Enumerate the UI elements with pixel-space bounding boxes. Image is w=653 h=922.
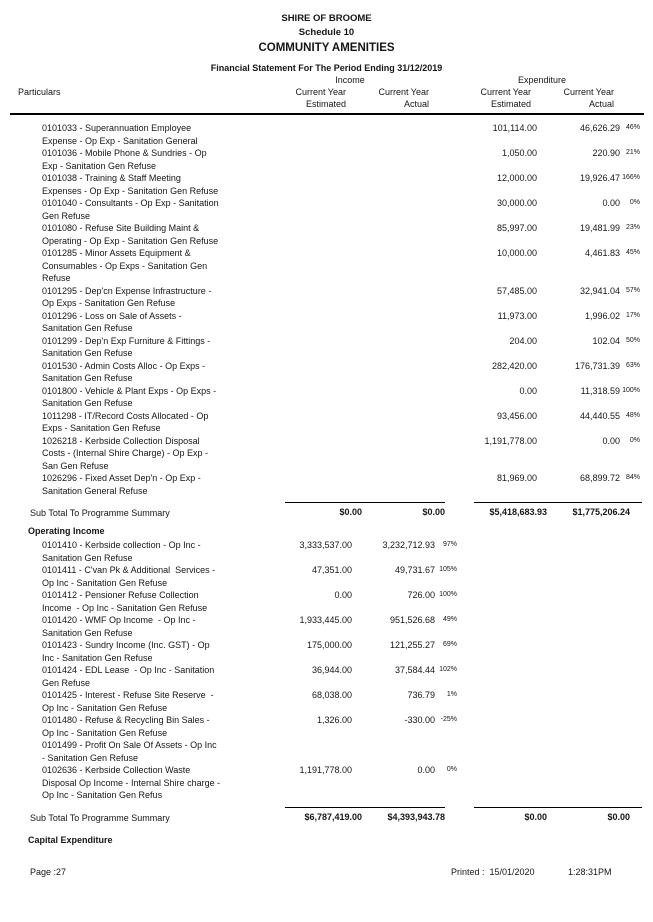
current-year-label: Current Year [480, 87, 531, 97]
actual-label: Actual [588, 99, 614, 109]
subtotal-spacer [445, 502, 474, 519]
cell-income-actual [352, 197, 435, 222]
cell-income-actual [352, 472, 435, 497]
cell-expenditure-actual [537, 714, 620, 739]
cell-income-estimated: 36,944.00 [311, 665, 352, 675]
account-label-line: Gen Refuse [42, 210, 91, 221]
table-row [10, 122, 653, 147]
cell-expenditure-percent: 21% [625, 149, 640, 156]
cell-income-actual [352, 122, 435, 147]
cell-income-estimated [265, 739, 352, 764]
row-account-label [10, 310, 265, 335]
account-label-line: 0102636 - Kerbside Collection Waste [42, 765, 191, 775]
row-account-label [10, 360, 265, 385]
account-label-line: 1011298 - IT/Record Costs Allocated - Op [42, 410, 209, 421]
account-label-line: 0101423 - Sundry Income (Inc. GST) - Op [42, 640, 210, 650]
cell-income-percent [435, 435, 464, 473]
cell-income-percent: 69% [442, 641, 457, 648]
column-group-row [10, 74, 653, 86]
programme-title: COMMUNITY AMENITIES [258, 42, 395, 54]
account-label-line: 0101420 - WMF Op Income - Op Inc - [42, 615, 196, 625]
cell-income-actual [352, 222, 435, 247]
account-label-line: Exps - Sanitation Gen Refuse [42, 423, 161, 433]
cell-income-estimated [265, 472, 352, 497]
cell-income-estimated: 1,326.00 [316, 715, 352, 725]
cell-income-percent: 102% [439, 666, 457, 673]
cell-expenditure-percent: 23% [625, 224, 640, 231]
table-row [10, 689, 653, 714]
account-label-line: Refuse [42, 273, 71, 283]
cell-expenditure-percent: 50% [625, 336, 640, 344]
column-header-row [10, 86, 653, 110]
printed-time: 1:28:31PM [568, 867, 612, 877]
table-row [10, 589, 653, 614]
cell-income-estimated: 1,933,445.00 [299, 615, 352, 625]
cell-expenditure-actual: 19,926.47 [579, 173, 620, 183]
current-year-label: Current Year [378, 87, 429, 97]
account-label-line: - Sanitation Gen Refuse [42, 752, 139, 763]
row-account-label [10, 335, 265, 360]
account-label-line: Sanitation Gen Refuse [42, 398, 133, 408]
estimated-label: Estimated [305, 99, 346, 109]
subtotal-income-estimated: $0.00 [339, 507, 362, 517]
row-account-label [10, 664, 265, 689]
cell-expenditure-actual [537, 614, 620, 639]
cell-expenditure-percent [620, 714, 644, 739]
account-label-line: Op Inc - Sanitation Gen Refus [42, 790, 163, 800]
header-spacer [620, 86, 644, 110]
cell-expenditure-estimated: 282,420.00 [491, 360, 537, 371]
cell-income-percent [435, 472, 464, 497]
cell-income-percent [435, 222, 464, 247]
subtotal-expenditure-actual: $1,775,206.24 [572, 507, 630, 517]
cell-income-estimated [265, 247, 352, 285]
cell-expenditure-actual: 11,318.59 [580, 385, 620, 396]
cell-expenditure-percent: 0% [629, 199, 640, 206]
row-account-label [10, 614, 265, 639]
cell-expenditure-percent [620, 639, 644, 664]
cell-expenditure-actual: 19,481.99 [579, 223, 620, 233]
cell-expenditure-estimated [464, 714, 537, 739]
cell-expenditure-actual [537, 689, 620, 714]
table-row [10, 360, 653, 385]
account-label-line: 0101410 - Kerbside collection - Op Inc - [42, 540, 201, 550]
cell-expenditure-percent [620, 739, 644, 764]
account-label-line: San Gen Refuse [42, 460, 109, 471]
table-row [10, 764, 653, 802]
column-header-particulars: Particulars [18, 87, 61, 97]
cell-expenditure-percent: 84% [625, 474, 640, 481]
cell-income-percent: -25% [440, 716, 457, 723]
cell-expenditure-actual: 220.90 [592, 148, 620, 158]
account-label-line: Sanitation Gen Refuse [42, 373, 133, 383]
table-row [10, 472, 653, 497]
subtotal-income-estimated: $6,787,419.00 [304, 811, 362, 822]
account-label-line: Sanitation Gen Refuse [42, 627, 133, 638]
table-row [10, 172, 653, 197]
account-label-line: 0101295 - Dep'cn Expense Infrastructure - [42, 285, 212, 296]
row-account-label [10, 222, 265, 247]
cell-expenditure-estimated: 30,000.00 [496, 198, 537, 208]
cell-income-percent [435, 285, 464, 310]
subtotal-row [10, 502, 653, 519]
column-header-expenditure-actual [537, 86, 620, 110]
row-account-label [10, 539, 265, 564]
cell-income-actual [352, 435, 435, 473]
row-account-label [10, 197, 265, 222]
cell-expenditure-actual: 32,941.04 [579, 285, 620, 296]
table-row [10, 385, 653, 410]
table-row [10, 285, 653, 310]
row-account-label [10, 739, 265, 764]
row-account-label [10, 172, 265, 197]
account-label-line: Expense - Op Exp - Sanitation General [42, 135, 198, 146]
account-label-line: Income - Op Inc - Sanitation Gen Refuse [42, 602, 208, 613]
subtotal-label: Sub Total To Programme Summary [30, 812, 170, 823]
cell-expenditure-estimated: 1,050.00 [501, 148, 537, 158]
cell-expenditure-actual: 44,440.55 [579, 410, 620, 421]
cell-expenditure-percent [620, 564, 644, 589]
current-year-label: Current Year [563, 87, 614, 97]
cell-income-estimated: 1,191,778.00 [299, 765, 352, 775]
row-account-label [10, 122, 265, 147]
row-account-label [10, 472, 265, 497]
cell-expenditure-estimated [464, 764, 537, 802]
cell-income-actual: 0.00 [417, 765, 435, 775]
cell-expenditure-actual [537, 564, 620, 589]
subtotal-expenditure-group [474, 807, 642, 824]
cell-expenditure-actual [537, 664, 620, 689]
cell-income-percent: 49% [442, 616, 457, 623]
cell-expenditure-actual [537, 739, 620, 764]
account-label-line: Op Exps - Sanitation Gen Refuse [42, 298, 176, 308]
cell-income-estimated: 0.00 [334, 590, 352, 600]
cell-expenditure-percent: 48% [625, 411, 640, 419]
account-label-line: 0101411 - C'van Pk & Additional Services - [42, 565, 216, 575]
cell-income-percent: 97% [442, 541, 457, 548]
subtotal-expenditure-group [474, 502, 642, 519]
cell-expenditure-percent [620, 589, 644, 614]
organisation-title: SHIRE OF BROOME [281, 13, 372, 24]
cell-income-estimated [265, 335, 352, 360]
cell-expenditure-estimated: 85,997.00 [496, 223, 537, 233]
cell-expenditure-percent: 46% [625, 124, 640, 131]
subtotal-spacer [445, 807, 474, 824]
table-row [10, 310, 653, 335]
cell-income-percent [435, 385, 464, 410]
column-header-income-estimated [265, 86, 352, 110]
cell-expenditure-estimated [464, 664, 537, 689]
cell-expenditure-estimated: 204.00 [509, 335, 537, 346]
cell-expenditure-estimated: 81,969.00 [496, 473, 537, 483]
cell-expenditure-percent: 63% [625, 361, 640, 369]
cell-income-estimated [265, 122, 352, 147]
subtotal-expenditure-estimated: $5,418,683.93 [489, 507, 547, 517]
cell-income-actual: 3,232,712.93 [382, 540, 435, 550]
cell-expenditure-percent [620, 764, 644, 802]
cell-income-percent: 0% [446, 766, 457, 773]
account-label-line: 0101480 - Refuse & Recycling Bin Sales - [42, 715, 210, 725]
cell-expenditure-percent: 0% [629, 436, 640, 444]
cell-expenditure-actual: 0.00 [602, 435, 620, 446]
cell-expenditure-actual: 102.04 [592, 335, 620, 346]
account-label-line: 0101499 - Profit On Sale Of Assets - Op Inc [42, 740, 217, 750]
cell-income-actual: -330.00 [404, 715, 435, 725]
row-account-label [10, 639, 265, 664]
cell-income-estimated [265, 222, 352, 247]
column-group-expenditure: Expenditure [517, 75, 567, 85]
cell-income-estimated [265, 385, 352, 410]
account-label-line: Op Inc - Sanitation Gen Refuse [42, 577, 168, 588]
table-row [10, 247, 653, 285]
group-spacer [435, 74, 464, 86]
cell-expenditure-estimated: 0.00 [519, 385, 537, 396]
cell-expenditure-actual [537, 764, 620, 802]
account-label-line: Disposal Op Income - Internal Shire charge - [42, 777, 221, 788]
account-label-line: 1026296 - Fixed Asset Dep'n - Op Exp - [42, 473, 201, 483]
cell-expenditure-estimated [464, 689, 537, 714]
table-row [10, 410, 653, 435]
table-row [10, 197, 653, 222]
account-label-line: 0101285 - Minor Assets Equipment & [42, 248, 191, 258]
account-label-line: 0101299 - Dep'n Exp Furniture & Fittings - [42, 335, 211, 346]
table-body [0, 122, 653, 846]
estimated-label: Estimated [490, 99, 531, 109]
cell-expenditure-actual [537, 639, 620, 664]
cell-expenditure-percent [620, 539, 644, 564]
cell-income-estimated: 68,038.00 [311, 690, 352, 700]
cell-expenditure-estimated [464, 539, 537, 564]
table-row [10, 147, 653, 172]
cell-income-actual [352, 739, 435, 764]
table-row [10, 539, 653, 564]
cell-expenditure-estimated [464, 589, 537, 614]
row-account-label [10, 764, 265, 802]
account-label-line: 0101033 - Superannuation Employee [42, 123, 192, 133]
cell-income-actual: 726.00 [407, 590, 435, 600]
row-account-label [10, 147, 265, 172]
subtotal-income-actual: $4,393,943.78 [387, 811, 445, 822]
account-label-line: 0101036 - Mobile Phone & Sundries - Op [42, 148, 207, 158]
cell-expenditure-actual: 68,899.72 [579, 473, 620, 483]
table-row [10, 639, 653, 664]
account-label-line: 0101038 - Training & Staff Meeting [42, 173, 181, 183]
group-spacer [10, 74, 265, 86]
cell-expenditure-estimated [464, 639, 537, 664]
document-header [0, 0, 653, 74]
statement-subtitle: Financial Statement For The Period Ending 31/12/2019 [210, 63, 443, 73]
header-spacer [435, 86, 464, 110]
row-account-label [10, 689, 265, 714]
cell-expenditure-percent: 17% [625, 311, 640, 319]
cell-income-actual: 121,255.27 [389, 640, 435, 650]
page-number: Page :27 [30, 867, 67, 877]
cell-income-estimated [265, 310, 352, 335]
row-account-label [10, 589, 265, 614]
account-label-line: Costs - (Internal Shire Charge) - Op Exp - [42, 448, 209, 458]
cell-expenditure-percent [620, 614, 644, 639]
cell-expenditure-percent: 166% [622, 174, 640, 181]
table-row [10, 435, 653, 473]
cell-income-estimated: 175,000.00 [306, 640, 352, 650]
cell-income-actual: 736.79 [407, 690, 435, 700]
account-label-line: 0101296 - Loss on Sale of Assets - [42, 310, 182, 321]
section-header: Capital Expenditure [28, 834, 113, 845]
cell-expenditure-estimated: 11,973.00 [497, 310, 537, 321]
cell-expenditure-percent: 57% [625, 286, 640, 294]
cell-income-actual [352, 310, 435, 335]
cell-income-percent [435, 739, 464, 764]
table-row [10, 564, 653, 589]
account-label-line: 0101800 - Vehicle & Plant Exps - Op Exps - [42, 385, 217, 396]
account-label-line: Sanitation Gen Refuse [42, 552, 133, 563]
cell-expenditure-estimated: 57,485.00 [496, 285, 537, 296]
header-rule [10, 113, 644, 115]
cell-expenditure-estimated: 93,456.00 [496, 410, 537, 421]
cell-income-actual: 951,526.68 [389, 615, 435, 625]
cell-expenditure-estimated: 10,000.00 [496, 248, 537, 258]
account-label-line: Expenses - Op Exp - Sanitation Gen Refuse [42, 185, 219, 196]
table-row [10, 664, 653, 689]
row-account-label [10, 435, 265, 473]
table-row [10, 222, 653, 247]
cell-income-estimated [265, 172, 352, 197]
cell-income-percent: 1% [446, 691, 457, 698]
cell-income-percent [435, 335, 464, 360]
column-header-income-actual [352, 86, 435, 110]
cell-expenditure-percent: 45% [625, 249, 640, 256]
cell-income-percent [435, 197, 464, 222]
table-row [10, 614, 653, 639]
cell-expenditure-actual: 0.00 [602, 198, 620, 208]
account-label-line: Sanitation Gen Refuse [42, 348, 133, 358]
cell-expenditure-estimated: 1,191,778.00 [484, 435, 537, 446]
printed-date: Printed : 15/01/2020 [451, 867, 535, 877]
cell-income-actual [352, 285, 435, 310]
cell-expenditure-actual [537, 589, 620, 614]
account-label-line: Operating - Op Exp - Sanitation Gen Refuse [42, 235, 219, 246]
cell-income-estimated [265, 360, 352, 385]
cell-expenditure-estimated: 12,000.00 [496, 173, 537, 183]
account-label-line: 1026218 - Kerbside Collection Disposal [42, 435, 200, 446]
account-label-line: 0101412 - Pensioner Refuse Collection [42, 590, 199, 600]
row-account-label [10, 285, 265, 310]
row-account-label [10, 385, 265, 410]
cell-expenditure-estimated: 101,114.00 [492, 123, 537, 133]
cell-income-estimated [265, 285, 352, 310]
row-account-label [10, 247, 265, 285]
cell-expenditure-estimated [464, 739, 537, 764]
cell-income-actual [352, 410, 435, 435]
cell-income-percent [435, 360, 464, 385]
cell-income-estimated [265, 435, 352, 473]
cell-income-estimated: 3,333,537.00 [299, 540, 352, 550]
cell-income-actual [352, 385, 435, 410]
cell-income-estimated: 47,351.00 [311, 565, 352, 575]
cell-expenditure-percent [620, 664, 644, 689]
row-account-label [10, 564, 265, 589]
account-label-line: 0101040 - Consultants - Op Exp - Sanitation [42, 198, 219, 208]
schedule-title: Schedule 10 [298, 27, 355, 38]
cell-income-estimated [265, 410, 352, 435]
subtotal-row [10, 807, 653, 824]
cell-expenditure-actual: 176,731.39 [574, 360, 620, 371]
account-label-line: 0101530 - Admin Costs Alloc - Op Exps - [42, 360, 206, 371]
subtotal-income-group [285, 502, 445, 519]
cell-expenditure-estimated [464, 564, 537, 589]
table-row [10, 335, 653, 360]
account-label-line: 0101080 - Refuse Site Building Maint & [42, 223, 200, 233]
account-label-line: Sanitation General Refuse [42, 485, 148, 496]
cell-expenditure-percent: 100% [622, 386, 640, 394]
subtotal-label: Sub Total To Programme Summary [30, 508, 170, 518]
cell-income-percent [435, 122, 464, 147]
subtotal-expenditure-actual: $0.00 [607, 811, 630, 822]
subtotal-income-group [285, 807, 445, 824]
account-label-line: 0101425 - Interest - Refuse Site Reserve - [42, 690, 214, 700]
actual-label: Actual [403, 99, 429, 109]
current-year-label: Current Year [295, 87, 346, 97]
table-row [10, 714, 653, 739]
row-account-label [10, 714, 265, 739]
cell-income-percent: 105% [439, 566, 457, 573]
cell-income-percent [435, 247, 464, 285]
column-header-expenditure-estimated [464, 86, 537, 110]
section-header: Operating Income [28, 526, 105, 536]
column-group-income: Income [335, 75, 365, 85]
table-row [10, 739, 653, 764]
account-label-line: Op Inc - Sanitation Gen Refuse [42, 702, 168, 713]
row-account-label [10, 410, 265, 435]
cell-income-estimated [265, 147, 352, 172]
account-label-line: Inc - Sanitation Gen Refuse [42, 652, 153, 663]
account-label-line: Consumables - Op Exps - Sanitation Gen [42, 260, 208, 271]
cell-income-actual [352, 335, 435, 360]
cell-expenditure-percent [620, 689, 644, 714]
cell-income-actual [352, 247, 435, 285]
cell-income-actual: 49,731.67 [394, 565, 435, 575]
cell-income-actual [352, 172, 435, 197]
subtotal-income-actual: $0.00 [422, 507, 445, 517]
account-label-line: 0101424 - EDL Lease - Op Inc - Sanitation [42, 665, 215, 675]
cell-income-actual: 37,584.44 [394, 665, 435, 675]
cell-expenditure-actual: 4,461.83 [584, 248, 620, 258]
cell-income-estimated [265, 197, 352, 222]
cell-income-actual [352, 360, 435, 385]
cell-income-actual [352, 147, 435, 172]
account-label-line: Op Inc - Sanitation Gen Refuse [42, 727, 168, 738]
cell-expenditure-actual [537, 539, 620, 564]
cell-expenditure-actual: 1,996.02 [584, 310, 620, 321]
account-label-line: Gen Refuse [42, 677, 91, 688]
subtotal-expenditure-estimated: $0.00 [524, 811, 547, 822]
cell-expenditure-estimated [464, 614, 537, 639]
cell-expenditure-actual: 46,626.29 [579, 123, 620, 133]
cell-income-percent [435, 310, 464, 335]
cell-income-percent [435, 172, 464, 197]
cell-income-percent [435, 410, 464, 435]
account-label-line: Sanitation Gen Refuse [42, 323, 133, 333]
cell-income-percent: 100% [439, 591, 457, 598]
cell-income-percent [435, 147, 464, 172]
account-label-line: Exp - Sanitation Gen Refuse [42, 160, 157, 171]
